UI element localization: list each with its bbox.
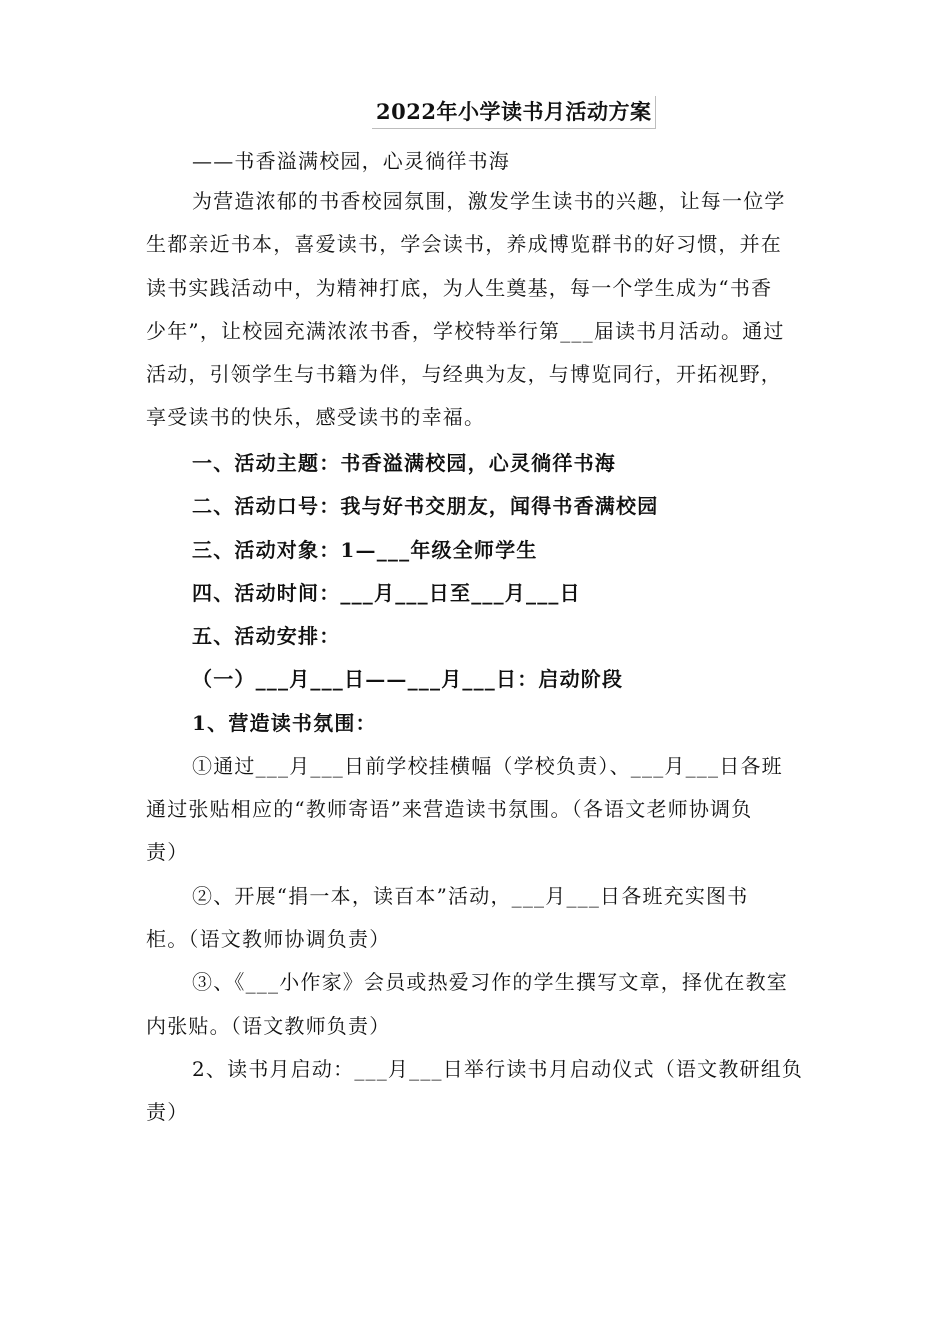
intro-line-6: 享受读书的快乐，感受读书的幸福。 (146, 405, 486, 429)
section-time: 四、活动时间：___月___日至___月___日 (192, 581, 581, 605)
subtitle: ——书香溢满校园，心灵徜徉书海 (192, 149, 510, 173)
item-one-heading: 1、营造读书氛围： (192, 711, 377, 735)
item-one-point-2b: 柜。（语文教师协调负责） (146, 927, 391, 951)
section-theme: 一、活动主题：书香溢满校园，心灵徜徉书海 (192, 451, 616, 475)
intro-line-5: 活动，引领学生与书籍为伴，与经典为友，与博览同行，开拓视野， (146, 362, 782, 386)
item-one-point-1a: ①通过___月___日前学校挂横幅（学校负责）、___月___日各班 (192, 754, 783, 778)
document-title: 2022年小学读书月活动方案 (372, 96, 656, 129)
item-one-point-3b: 内张贴。（语文教师负责） (146, 1014, 391, 1038)
intro-line-3: 读书实践活动中，为精神打底，为人生奠基，每一个学生成为“书香 (146, 276, 773, 300)
phase-one-heading: （一）___月___日——___月___日：启动阶段 (192, 667, 624, 691)
item-two-line-1: 2、读书月启动：___月___日举行读书月启动仪式（语文教研组负 (192, 1057, 804, 1081)
section-audience: 三、活动对象：1—___年级全师学生 (192, 538, 538, 562)
item-two-line-2: 责） (146, 1100, 189, 1124)
intro-line-2: 生都亲近书本，喜爱读书，学会读书，养成博览群书的好习惯，并在 (146, 232, 782, 256)
item-one-point-1c: 责） (146, 840, 189, 864)
item-one-point-3a: ③、《___小作家》会员或热爱习作的学生撰写文章，择优在教室 (192, 970, 788, 994)
item-one-point-2a: ②、开展“捐一本，读百本”活动，___月___日各班充实图书 (192, 884, 749, 908)
section-slogan: 二、活动口号：我与好书交朋友，闻得书香满校园 (192, 494, 659, 518)
intro-line-4: 少年”，让校园充满浓浓书香，学校特举行第___届读书月活动。通过 (146, 319, 785, 343)
section-arrangement: 五、活动安排： (192, 624, 341, 648)
item-one-point-1b: 通过张贴相应的“教师寄语”来营造读书氛围。（各语文老师协调负 (146, 797, 753, 821)
intro-line-1: 为营造浓郁的书香校园氛围，激发学生读书的兴趣，让每一位学 (192, 189, 786, 213)
